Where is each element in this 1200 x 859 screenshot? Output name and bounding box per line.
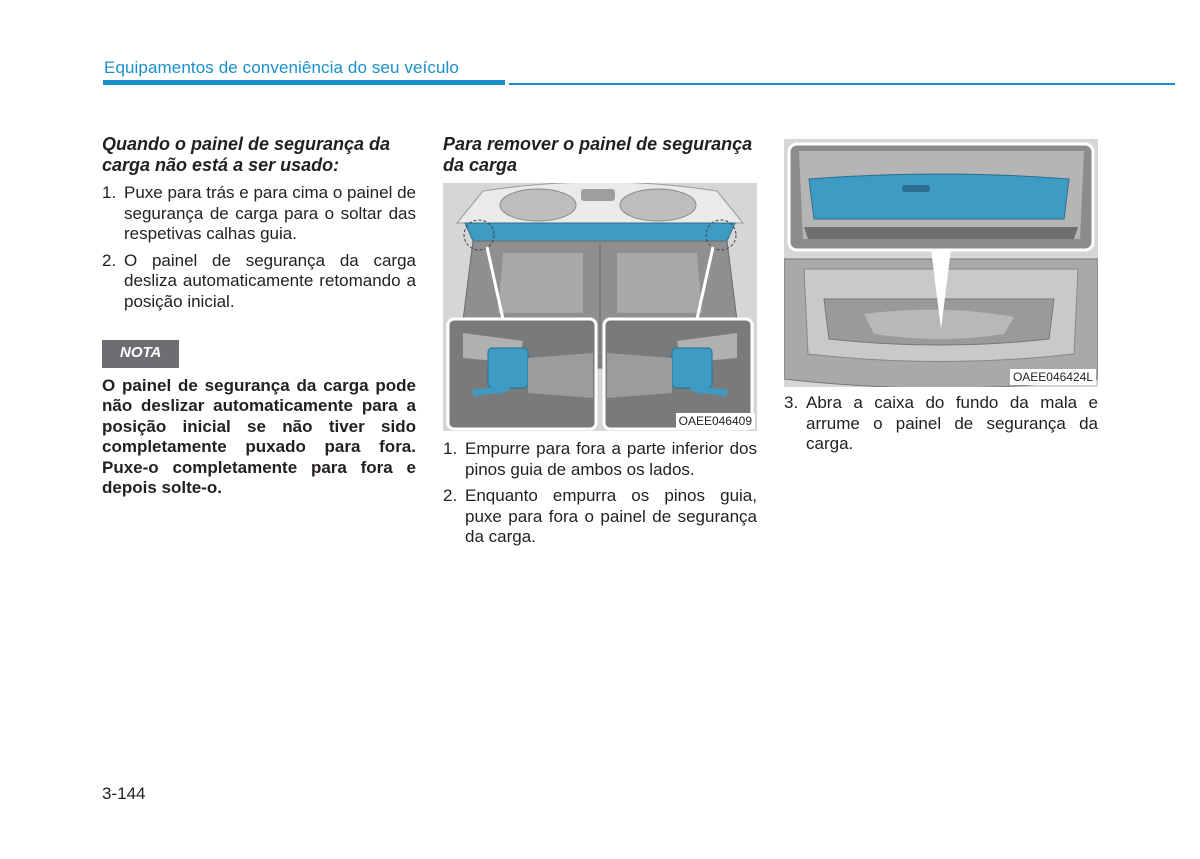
step-number: 3. [784, 393, 799, 412]
guide-pins-illustration [443, 183, 757, 431]
step-text: Puxe para trás e para cima o painel de segurança de carga para o soltar das respetivas calhas guia. [124, 183, 417, 243]
column-3-steps [784, 393, 1098, 455]
trunk-storage-illustration [784, 139, 1098, 387]
guide-pins-drawing [443, 183, 757, 431]
step-text: O painel de segurança da carga desliza automaticamente retomando a posição inicial. [124, 250, 416, 311]
step-text: Abra a caixa do fundo da mala e arrume o painel de segurança da carga. [806, 393, 1098, 453]
column-1-heading: Quando o painel de segurança da carga não está a ser usado: [102, 134, 391, 175]
note-badge: NOTA [102, 340, 179, 368]
trunk-storage-drawing [784, 139, 1098, 387]
list-item [784, 393, 1098, 455]
column-2-steps [443, 439, 757, 548]
column-3 [784, 139, 1098, 461]
figure-code: OAEE046424L [1010, 369, 1096, 385]
column-1-steps [102, 183, 416, 312]
header-rule-thin [509, 83, 1175, 85]
header-rule-thick [103, 80, 505, 85]
list-item [102, 251, 416, 313]
section-header-title: Equipamentos de conveniência do seu veículo [104, 58, 459, 77]
step-text: Enquanto empurra os pinos guia, puxe para fora o painel de segurança da carga. [465, 486, 757, 546]
figure-code: OAEE046409 [676, 413, 755, 429]
step-text: Empurre para fora a parte inferior dos pinos guia de ambos os lados. [465, 439, 757, 479]
list-item [443, 439, 757, 480]
step-number: 1. [443, 439, 458, 458]
column-2-heading: Para remover o painel de segurança da carga [443, 134, 753, 175]
list-item [443, 486, 757, 548]
step-number: 1. [102, 183, 117, 202]
step-number: 2. [102, 250, 117, 270]
page-number: 3-144 [102, 784, 146, 803]
column-2 [443, 134, 757, 554]
list-item [102, 183, 416, 245]
note-text: O painel de segurança da carga pode não deslizar automaticamente para a posição inicial se não tiver sido completamente puxado para fora. Puxe-o completamente para fora e depois solte-o. [102, 375, 416, 497]
column-1 [102, 134, 416, 499]
step-number: 2. [443, 486, 458, 505]
